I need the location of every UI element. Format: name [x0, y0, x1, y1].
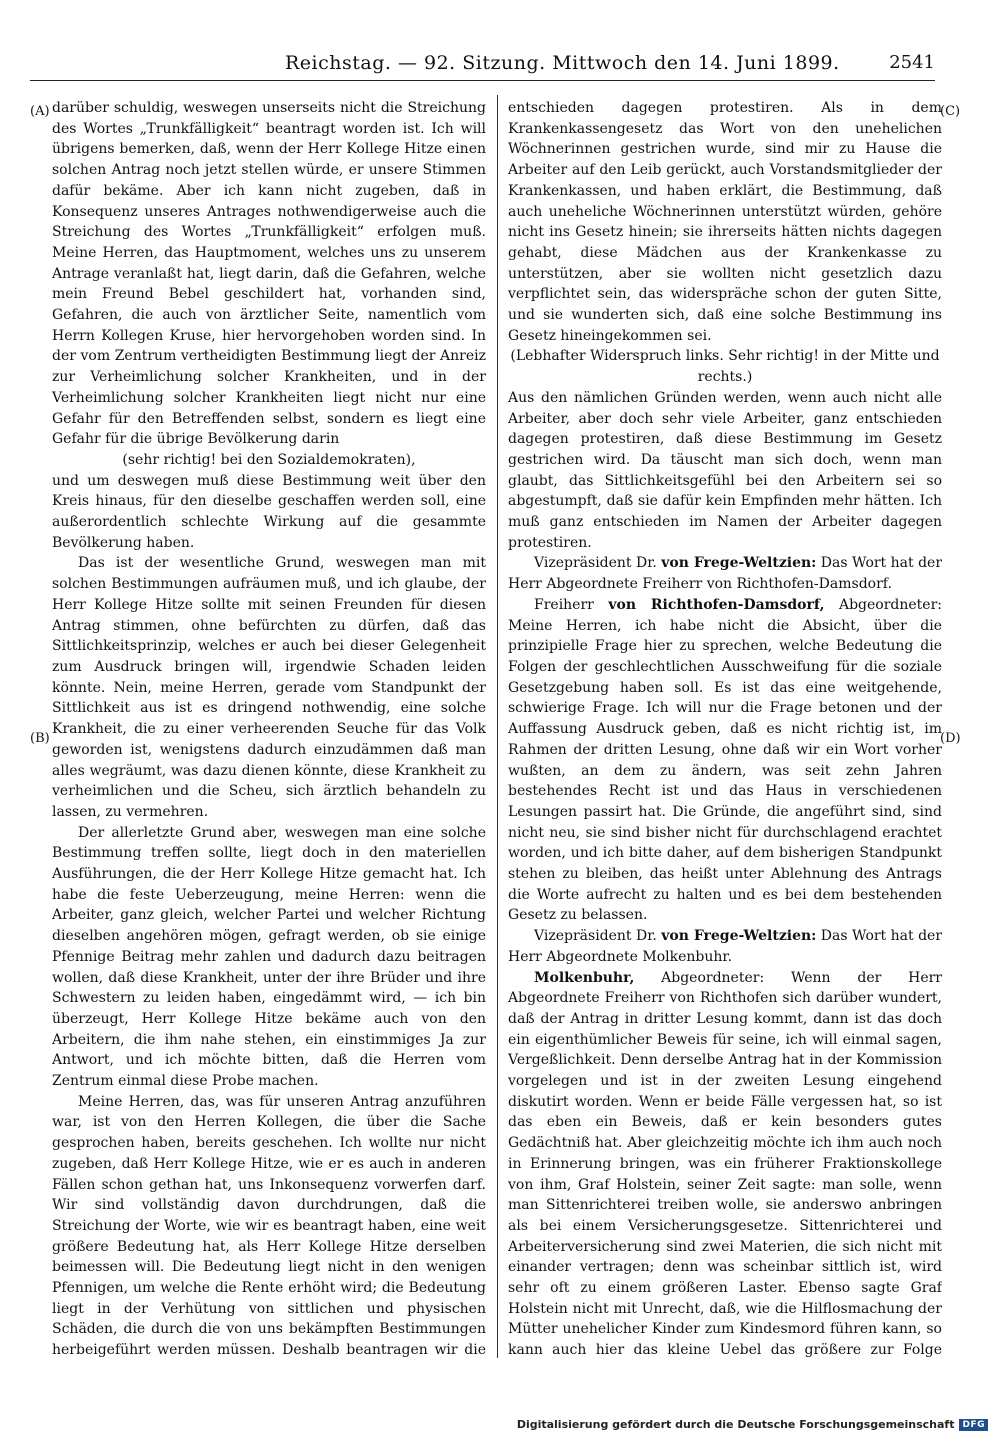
paragraph: und um deswegen muß diese Bestimmung weit über den Kreis hinaus, für den dieselbe geschaffen werden soll, eine außerordentlich schlechte Wirkung auf die gesammte Bevölkerung haben.: [52, 472, 486, 551]
speech-text: Das Wort hat der Herr Abgeordnete Freiherr von Richthofen-Damsdorf.: [508, 555, 942, 593]
paragraph: Aus den nämlichen Gründen werden, wenn auch nicht alle Arbeiter, aber doch sehr viele Arbeiter, ganz entschieden dagegen protestiren, daß diese Bestimmung im Gesetz gestrichen wird. Da täuscht man sich doch, wenn man glaubt, das Sittlichkeitsgefühl bei den Arbeitern sei so abgestumpft, daß sie dafür kein Empfinden mehr hätten. Ich muß ganz entschieden im Namen der Arbeiter dagegen protestiren.: [508, 389, 942, 551]
speaker-name: von Frege-Weltzien:: [661, 928, 817, 945]
paragraph: entschieden dagegen protestiren. Als in dem Krankenkassengesetz das Wort von den unehelichen Wöchnerinnen gestrichen wurde, sind mir zu Hause die Arbeiter auf den Leib gerückt, auch Vorstandsmitglieder der Krankenkassen, und haben erklärt, die Bestimmung, daß auch uneheliche Wöchnerinnen unterstützt würden, gehöre nicht ins Gesetz hinein; sie ihrerseits hätten nichts dagegen gehabt, diese Mädchen aus der Krankenkasse zu unterstützen, aber sie wollten nicht gesetzlich dazu verpflichtet sein, das widerspräche schon der guten Sitte, und sie wunderten sich, daß eine solche Bestimmung ins Gesetz hineingekommen sei.: [508, 100, 942, 344]
speaker-name: Molkenbuhr,: [534, 969, 635, 986]
speaker-paragraph: [508, 968, 942, 1360]
paragraph: Das ist der wesentliche Grund, weswegen man mit solchen Bestimmungen aufräumen muß, und ich glaube, der Herr Kollege Hitze sollte mit seinen Freunden für diesen Antrag stimmen, ohne befürchten zu dürfen, daß das Sittlichkeitsprinzip, welches er auch bei dieser Gelegenheit zum Ausdruck bringen will, irgendwie Schaden leiden könnte. Nein, meine Herren, gerade vom Standpunkt der Sittlichkeit aus ist es dringend nothwendig, eine solche Krankheit, die zu einer verheerenden Seuche für das Volk geworden ist, wenigstens dadurch einzudämmen daß man alles wegräumt, was dazu dienen könnte, diese Krankheit zu verheimlichen und die Scheu, sich ärztlich behandeln zu lassen, zu vermehren.: [52, 555, 486, 820]
interjection: (Lebhafter Widerspruch links. Sehr richtig! in der Mitte und rechts.): [510, 348, 940, 386]
speech-text: Abgeordneter: Meine Herren, ich habe nicht die Absicht, über die prinzipielle Frage hier zu sprechen, welche Bedeutung die Folgen der geschlechtlichen Ausschweifung für die soziale Gesetzgebung haben soll. Es ist das eine weitgehende, schwierige Frage. Ich will nur die Frage betonen und der Auffassung Ausdruck geben, daß es nicht richtig ist, im Rahmen der dritten Lesung, ohne daß wir ein Wort vorher wußten, an dem zu ändern, was seit zehn Jahren bestehendes Recht ist und das Haus in verschiedenen Lesungen passirt hat. Die Gründe, die angeführt sind, sind nicht neu, sie sind bisher nicht für durchschlagend erachtet worden, und ich bitte daher, auf dem bisherigen Standpunkt stehen zu bleiben, das heißt unter Ablehnung des Antrags die Worte aufrecht zu halten und es bei dem bestehenden Gesetz zu belassen.: [508, 596, 942, 924]
speaker-role: Freiherr: [534, 596, 609, 613]
speaker-paragraph: [508, 926, 942, 967]
margin-marker-d: (D): [940, 731, 961, 746]
speaker-name: von Richthofen-Damsdorf,: [608, 596, 825, 613]
dfg-logo-icon: DFG: [959, 1419, 988, 1431]
speech-text: Das Wort hat der Herr Abgeordnete Molkenbuhr.: [508, 928, 942, 965]
paragraph: Meine Herren, das, was für unseren Antrag anzuführen war, ist von den Herren Kollegen, die über die Sache gesprochen haben, bereits geschehen. Ich wollte nur nicht zugeben, daß Herr Kollege Hitze, wie er es auch in anderen Fällen schon gethan hat, uns Inkonsequenz vorwerfen darf. Wir sind vollständig davon durchdrungen, daß die Streichung der Worte, wie wir es beantragt haben, eine weit größere Bedeutung hat, als Herr Kollege Hitze derselben beimessen will. Die Bedeutung liegt nicht in den wenigen Pfennigen, um welche die Rente erhöht wird; die Bedeutung liegt in der Verhütung von sittlichen und physischen Schäden, die durch die von uns bekämpften Bestimmungen herbeigeführt werden müssen. Deshalb beantragen wir die: [52, 1093, 486, 1359]
interjection: (sehr richtig! bei den Sozialdemokraten),: [122, 451, 416, 468]
page-header: [30, 48, 935, 81]
margin-marker-b: (B): [30, 731, 50, 746]
margin-marker-c: (C): [940, 104, 961, 119]
page-number: 2541: [889, 52, 935, 73]
left-column: [52, 98, 486, 1360]
paragraph: darüber schuldig, weswegen unserseits nicht die Streichung des Wortes „Trunkfälligkeit“ beantragt worden ist. Ich will übrigens bemerken, daß, wenn der Herr Kollege Hitze einen solchen Antrag noch jetzt stellen würde, er unsere Stimmen dafür bekäme. Aber ich kann nicht zugeben, daß in Konsequenz unseres Antrages nothwendigerweise auch die Streichung des Wortes „Trunkfälligkeit“ erfolgen muß. Meine Herren, das Hauptmoment, welches uns zu unserem Antrage veranlaßt hat, liegt darin, daß die Gefahren, welche mein Freund Bebel geschildert hat, vorhanden sind, Gefahren, die auch von ärztlicher Seite, namentlich vom Herrn Kollegen Kruse, hier hervorgehoben worden sind. In der vom Zentrum vertheidigten Bestimmung liegt der Anreiz zur Verheimlichung solcher Krankheiten, und in der Verheimlichung solcher Krankheiten liegt nicht nur eine Gefahr für den Betreffenden selbst, sondern es liegt eine Gefahr für die übrige Bevölkerung darin: [52, 100, 486, 448]
column-divider: [497, 95, 498, 1358]
paragraph: Der allerletzte Grund aber, weswegen man eine solche Bestimmung treffen sollte, liegt doch in den materiellen Ausführungen, die der Herr Kollege Hitze gemacht hat. Ich habe die feste Ueberzeugung, meine Herren: wenn die Arbeiter, ganz gleich, welcher Partei und welcher Richtung dieselben angehören mögen, gefragt werden, ob sie einige Pfennige Beitrag mehr zahlen und dadurch dazu beitragen wollen, daß diese Krankheit, unter der ihre Brüder und ihre Schwestern zu leiden haben, eingedämmt wird, — ich bin überzeugt, Herr Kollege Hitze bekäme auch von den Arbeitern, die ihm nahe stehen, ein einstimmiges Ja zur Antwort, und ich möchte bitten, daß die Herren vom Zentrum einmal diese Probe machen.: [52, 824, 486, 1090]
margin-marker-a: (A): [30, 104, 50, 119]
speaker-name: von Frege-Weltzien:: [661, 555, 817, 572]
header-title: Reichstag. — 92. Sitzung. Mittwoch den 14. Juni 1899.: [285, 52, 840, 74]
speaker-paragraph: [508, 595, 942, 926]
footer-credit: [517, 1418, 988, 1431]
right-column: [508, 98, 942, 1360]
footer-text: Digitalisierung gefördert durch die Deutsche Forschungsgemeinschaft: [516, 1418, 955, 1431]
speaker-role: Vizepräsident Dr.: [534, 928, 662, 945]
speaker-paragraph: [508, 553, 942, 594]
speaker-role: Vizepräsident Dr.: [534, 555, 662, 572]
speech-text: Abgeordneter: Wenn der Herr Abgeordnete Freiherr von Richthofen sich darüber wundert, daß der Antrag in dritter Lesung kommt, dann ist das doch ein eigenthümlicher Beweis für seine, ich will einmal sagen, Vergeßlichkeit. Denn derselbe Antrag hat in der Kommission vorgelegen und ist in der zweiten Lesung eingehend diskutirt worden. Wenn er beide Fälle vergessen hat, so ist das eben ein Beweis, daß er kein besonders gutes Gedächtniß hat. Aber gleichzeitig möchte ich ihm auch noch in Erinnerung bringen, was ein früherer Fraktionskollege von ihm, Graf Holstein, seiner Zeit sagte: man solle, wenn man Sittenrichterei treiben wolle, sie anderswo anbringen als bei einem Versicherungsgesetze. Sittenrichterei und Arbeiterversicherung sind zwei Materien, die sich nicht mit einander vertragen; denn was scheinbar sittlich ist, wird sehr oft zu einem größeren Laster. Ebenso sagte Graf Holstein nicht mit Unrecht, daß, wie die Hilflosmachung der Mütter unehelicher Kinder zum Kindesmord führen kann, so kann auch hier das kleine Uebel das größere zur Folge: [508, 969, 942, 1359]
